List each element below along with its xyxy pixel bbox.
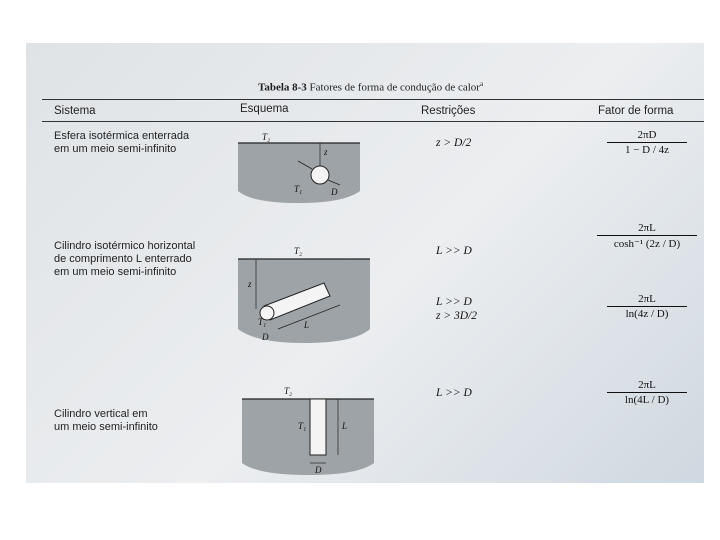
hcyl-label-d: D xyxy=(262,332,269,342)
sphere-label-t1: T₁ xyxy=(294,184,303,194)
header-top-rule xyxy=(42,99,704,100)
buried-sphere xyxy=(311,166,329,184)
row-horizontal-cylinder-system: Cilindro isotérmico horizontal de comprimento L enterrado em um meio semi-infinito xyxy=(54,240,196,278)
row-vertical-cylinder-system: Cilindro vertical em um meio semi-infinito xyxy=(54,408,158,433)
vcyl-label-t2: T₂ xyxy=(284,386,293,396)
hcyl-label-t2: T₂ xyxy=(294,246,303,256)
sphere-scheme-diagram xyxy=(234,131,364,211)
vcyl-label-t1: T₁ xyxy=(298,421,307,431)
hcyl-shape-factor-1: $\frac{2\pi L}{\text{cosh⁻¹ (2z / D)}}$ xyxy=(597,222,697,250)
header-restrictions: Restrições xyxy=(421,105,476,117)
header-scheme: Esquema xyxy=(240,103,289,115)
header-shape-factor: Fator de forma xyxy=(598,105,674,117)
hcyl-label-l: L xyxy=(304,320,310,330)
vcyl-medium xyxy=(242,399,374,475)
scanned-table-page xyxy=(26,43,704,483)
horizontal-cylinder-scheme-diagram xyxy=(234,243,374,348)
row-sphere-system: Esfera isotérmica enterrada em um meio semi-infinito xyxy=(54,130,190,155)
hcyl-restriction-2: L >> D z > 3D/2 xyxy=(436,296,477,322)
hcyl-label-z: z xyxy=(248,279,252,289)
vcyl-label-l: L xyxy=(342,421,348,431)
sphere-shape-factor: $\frac{2\pi D}{1 - D / 4z}$ xyxy=(607,129,687,156)
vcyl-label-d: D xyxy=(315,465,322,475)
header-bottom-rule xyxy=(42,121,704,122)
hcyl-label-t1: T₁ xyxy=(258,317,267,327)
header-system: Sistema xyxy=(54,105,96,117)
table-title: Tabela 8-3 Fatores de forma de condução de calor$^a$ xyxy=(258,80,484,94)
sphere-restriction: z > D/2 xyxy=(436,137,472,149)
sphere-label-z: z xyxy=(324,147,328,157)
sphere-label-t2: T₂ xyxy=(262,132,271,142)
sphere-medium xyxy=(238,143,360,203)
vcyl-shape-factor: $\frac{2\pi L}{\ln(4L / D)}$ xyxy=(607,379,687,406)
hcyl-restriction-1: L >> D xyxy=(436,245,472,257)
sphere-label-d: D xyxy=(331,187,338,197)
hcyl-shape-factor-2: $\frac{2\pi L}{\ln(4z / D)}$ xyxy=(607,293,687,320)
vcyl-restriction: L >> D xyxy=(436,387,472,399)
vertical-cylinder-scheme-diagram xyxy=(238,383,378,478)
buried-vertical-cylinder xyxy=(310,399,326,455)
